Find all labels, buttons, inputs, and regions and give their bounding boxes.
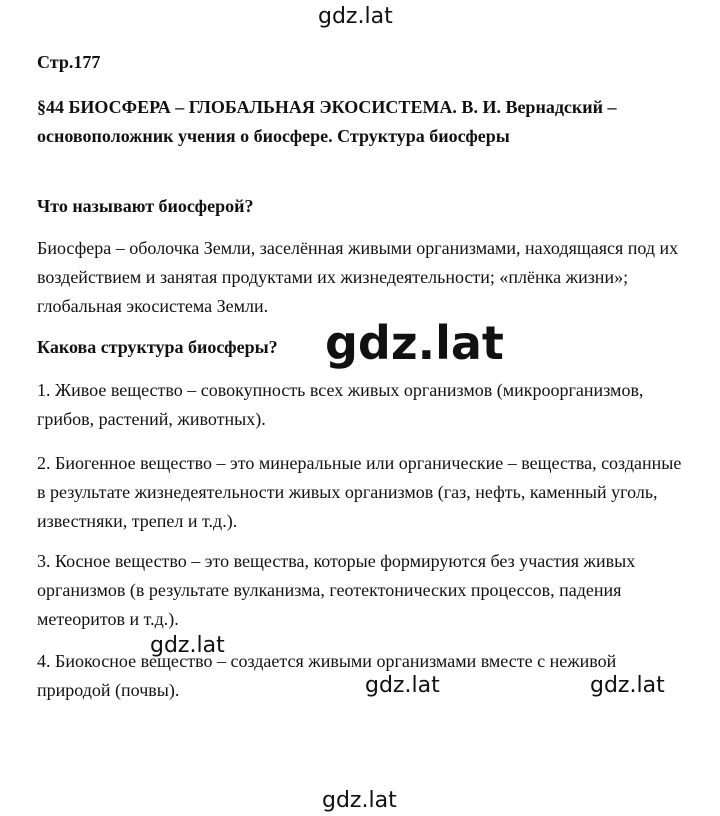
- watermark-mid-left: gdz.lat: [150, 633, 225, 658]
- watermark-center: gdz.lat: [325, 316, 504, 370]
- watermark-mid-right: gdz.lat: [590, 673, 665, 698]
- structure-item-bioinert-matter: 4. Биокосное вещество – создается живыми организмами вместе с неживой природой (почвы).: [37, 651, 617, 700]
- page-number: Стр.177: [37, 52, 101, 72]
- watermark-bottom: gdz.lat: [322, 788, 397, 813]
- structure-item-biogenic-matter: 2. Биогенное вещество – это минеральные или органические – вещества, созданные в результате жизнедеятельности живых организмов (газ, нефть, каменный уголь, известняки, трепел и т.д.).: [37, 453, 682, 531]
- watermark-mid-center: gdz.lat: [365, 673, 440, 698]
- question-heading-biosphere-definition: Что называют биосферой?: [37, 196, 254, 216]
- structure-item-inert-matter: 3. Косное вещество – это вещества, которые формируются без участия живых организмов (в результате вулканизма, геотектонических процессов, падения метеоритов и т.д.).: [37, 551, 636, 629]
- answer-biosphere-definition: Биосфера – оболочка Земли, заселённая живыми организмами, находящаяся под их воздействием и занятая продуктами их жизнедеятельности; «плёнка жизни»; глобальная экосистема Земли.: [37, 238, 679, 316]
- section-title: §44 БИОСФЕРА – ГЛОБАЛЬНАЯ ЭКОСИСТЕМА. В. И. Вернадский – основоположник учения о биосфере. Структура биосферы: [37, 97, 617, 146]
- watermark-top: gdz.lat: [318, 4, 393, 29]
- question-heading-biosphere-structure: Какова структура биосферы?: [37, 337, 278, 357]
- structure-item-living-matter: 1. Живое вещество – совокупность всех живых организмов (микроорганизмов, грибов, растений, животных).: [37, 380, 644, 429]
